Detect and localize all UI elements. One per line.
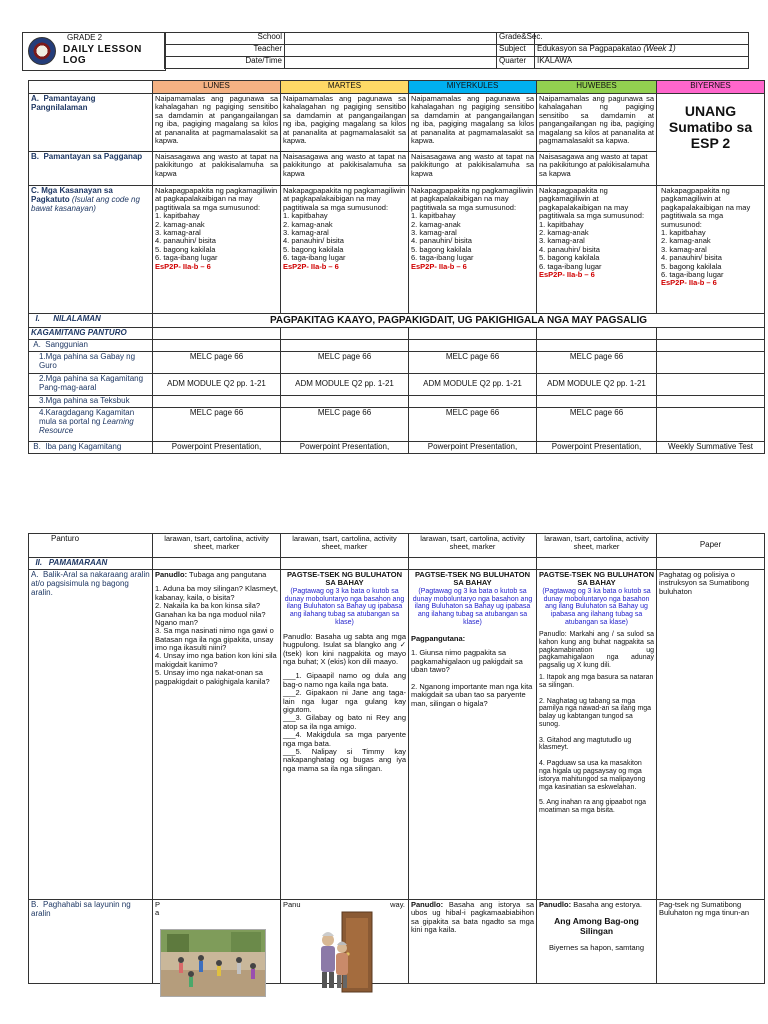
panturo-huwebes: larawan, tsart, cartolina, activity sheet, marker — [537, 534, 657, 558]
row-label-text: PAMAMARAAN — [48, 558, 108, 567]
b-iba-lunes: Powerpoint Presentation, — [153, 442, 281, 454]
grade-sec-field[interactable] — [535, 33, 749, 45]
tsek-note: (Pagtawag og 3 ka bata o kutob sa dunay moboluntaryo nga basahon ang ilang Buluhaton sa Bahay ug ipabasa ang ilahang tubag sa atubangan sa klase) — [412, 587, 533, 627]
day-header-biyernes: BIYERNES — [657, 81, 765, 94]
teacher-label: Teacher — [165, 45, 285, 57]
empty-cell — [409, 340, 537, 352]
tsek-title: PAGTSE-TSEK NG BULUHATON SA BAHAY — [539, 569, 655, 588]
c-items: 1. kapitbahay 2. kamag-anak 3. kamag-aral 4. panauhin/ bisita 5. bagong kakilala 6. taga-ibang lugar — [155, 211, 218, 263]
grade-label: GRADE 2 — [67, 33, 103, 42]
subject-field[interactable] — [535, 45, 749, 57]
c-lunes — [153, 186, 281, 314]
subject-week: (Week 1) — [643, 44, 676, 53]
panturo-lunes: larawan, tsart, cartolina, activity sheet, marker — [153, 534, 281, 558]
row-label-text: Balik-Aral sa nakaraang aralin at/o pagsisimula ng bagong aralin. — [31, 569, 150, 597]
row-label-text: 4.Karagdagang Kagamitan mula sa portal ng — [39, 408, 135, 426]
martes-b-right: way. — [390, 899, 405, 909]
b-iba-martes: Powerpoint Presentation, — [281, 442, 409, 454]
c-items: 1. kapitbahay 2. kamag-anak 3. kamag-aral 4. panauhin/ bisita 5. bagong kakilala 6. taga-ibang lugar — [539, 219, 602, 271]
empty-cell — [281, 396, 409, 408]
row-letter: A. — [31, 569, 39, 579]
row-letter: B. — [33, 442, 41, 452]
b-martes: Naisasagawa ang wasto at tapat na pakikitungo at pakikisalamuha sa kapwa — [281, 152, 409, 186]
c-intro: Nakapagpapakita ng pagkamagiliwin at pagkapalakaibigan na may pagtitiwala sa mga sumusunod: — [539, 186, 645, 221]
day-header-blank — [29, 81, 153, 94]
biyernes-divider — [656, 185, 764, 186]
row-label-kagamitan: KAGAMITANG PANTURO — [29, 328, 153, 340]
balik-aral-huwebes — [537, 569, 657, 899]
empty-cell — [281, 328, 409, 340]
deped-seal-icon — [28, 37, 56, 65]
visitors-at-door-illustration — [312, 910, 376, 998]
row-label-text: Sanggunian — [45, 340, 88, 350]
a-lunes: Naipamamalas ang pagunawa sa kahalagahan ng pagiging sensitibo sa damdamin at pangangailangan ng iba, pagiging magalang sa kilos at pananalita at pagmamalasakit sa kapwa. — [153, 94, 281, 152]
balik-aral-biyernes: Paghatag og polisiya o instruksyon sa Sumatibong buluhaton — [657, 569, 765, 899]
empty-cell — [153, 328, 281, 340]
row-label-text: Paghahabi sa layunin ng aralin — [31, 899, 131, 918]
lesson-table-page2 — [28, 533, 765, 984]
empty-cell — [657, 408, 765, 442]
panudlo-text: Tubaga ang pangutana — [189, 569, 267, 579]
empty-cell — [281, 558, 409, 570]
header-logo-block — [22, 32, 166, 71]
row-label-teksbuk: 3.Mga pahina sa Teksbuk — [29, 396, 153, 408]
row-label-text: Pamantayan sa Pagganap — [43, 152, 143, 161]
huw-panudlo: Panudlo: Markahi ang / sa sulod sa kahon kung ang buhat nagpakita sa pagkamabination ug pagkamahigalaon nga adunay pagsalig ug X kung dili. — [539, 630, 654, 670]
r2-lunes: ADM MODULE Q2 pp. 1-21 — [153, 374, 281, 396]
tsek-note: (Pagtawag og 3 ka bata o kutob sa dunay moboluntaryo nga basahon ang ilang Buluhaton sa Bahay ug ipabasa ang ilahang tubag sa atubangan sa klase) — [284, 587, 405, 627]
panudlo-label: Panudlo: — [411, 899, 444, 909]
empty-cell — [409, 328, 537, 340]
c-huwebes — [537, 186, 657, 314]
c-code: EsP2P- IIa-b – 6 — [155, 261, 211, 271]
school-label: School — [165, 33, 285, 45]
c-intro: Nakapagpapakita ng pagkamagiliwin at pagkapalakaibigan na may pagtitiwala sa mga sumusunod: — [283, 186, 406, 212]
dll-title: DAILY LESSON LOG — [63, 44, 142, 66]
quarter-field[interactable]: IKALAWA — [535, 57, 749, 69]
c-code: EsP2P- IIa-b – 6 — [411, 261, 467, 271]
c-intro: Nakapagpapakita ng pagkamagiliwin at pagkapalakaibigan na may pagtitiwala sa mga sumusunod: — [661, 186, 751, 229]
b-miyerkules: Naisasagawa ang wasto at tapat na pakikitungo at pakikisalamuha sa kapwa — [409, 152, 537, 186]
header-info-table — [164, 32, 749, 69]
row-num: I. — [35, 314, 40, 323]
empty-cell — [657, 328, 765, 340]
lunes-b-fragment: a — [155, 908, 160, 918]
row-label-text: NILALAMAN — [53, 314, 101, 323]
panudlo-label: Panudlo: — [539, 899, 572, 909]
b-huwebes: Naisasagawa ang wasto at tapat na pakikitungo at pakikisalamuha sa kapwa — [537, 152, 657, 186]
row-label-note: (Isulat ang code ng bawat kasanayan) — [31, 194, 140, 213]
row-label-karagdagang — [29, 408, 153, 442]
r1-lunes: MELC page 66 — [153, 352, 281, 374]
empty-cell — [153, 396, 281, 408]
empty-cell — [537, 396, 657, 408]
children-playing-photo — [160, 929, 266, 997]
empty-cell — [409, 558, 537, 570]
c-code: EsP2P- IIa-b – 6 — [283, 261, 339, 271]
miy-questions: 1. Giunsa nimo pagpakita sa pagkamahigalaon ug pakigdait sa uban tawo? 2. Nganong importante man nga kita makigdait sa uban tao sa paryente man, silingan o higala? — [411, 648, 533, 708]
c-miyerkules — [409, 186, 537, 314]
martes-b-left: Panu — [283, 899, 301, 909]
row-letter: C. — [31, 186, 39, 195]
paghahabi-miyerkules — [409, 899, 537, 983]
lunes-questions: 1. Aduna ba moy silingan? Klasmeyt, kabanay, kaila, o bisita? 2. Nakaila ka ba kon kinsa sila? Ganahan ka ba nga moduol nila? Ngano man? 3. Sa mga nasinati nimo nga gawi o Batasan nga ila nga gipakita, unsay imo nga ikasulti niini? 4. Unsay imo nga bation kon kini sila makigdait kanimo? 5. Unsay imo nga nakat-onan sa pagpakigdait o pakighigala kanila? — [155, 584, 278, 686]
tsek-note: (Pagtawag og 3 ka bata o kutob sa dunay moboluntaryo nga basahon ang ilang Buluhaton sa Bahay ug ipabasa ang ilahang tubag sa atubangan sa klase) — [542, 587, 651, 627]
huw-b-text: Basaha ang estorya. — [573, 899, 642, 909]
row-letter: B. — [31, 899, 39, 909]
empty-cell — [657, 374, 765, 396]
c-intro: Nakapagpapakita ng pagkamagiliwin at pagkapalakaibigan na may pagtitiwala sa mga sumusunod: — [155, 186, 278, 212]
row-label-gabay-guro: 1.Mga pahina sa Gabay ng Guro — [29, 352, 153, 374]
empty-cell — [537, 328, 657, 340]
c-items: 1. kapitbahay 2. kamag-anak 3. kamag-aral 4. panauhin/ bisita 5. bagong kakilala 6. taga-ibang lugar — [411, 211, 474, 263]
empty-cell — [153, 558, 281, 570]
c-code: EsP2P- IIa-b – 6 — [661, 278, 717, 288]
b-iba-biyernes: Weekly Summative Test — [657, 442, 765, 454]
row-label-nilalaman — [29, 314, 153, 328]
row-letter: A. — [31, 94, 39, 103]
empty-cell — [409, 396, 537, 408]
huw-items: 1. Itapok ang mga basura sa nataran sa silingan. 2. Naghatag ug tabang sa mga pamilya nga nawad-an sa ilang mga balay ug kabtangan tungod sa sunog. 3. Gitahod ang magtutudlo ug klasmeyt. 4. Pagduaw sa usa ka masakiton nga higala ug pagsaysay og mga istorya mahitungod sa malipayong mga kasinatian sa eskwelahan. 5. Ang inahan ra ang gipaabot nga moatiman sa mga bisita. — [539, 674, 654, 815]
row-label-pamamaraan — [29, 558, 153, 570]
nilalaman-content: PAGPAKITAG KAAYO, PAGPAKIGDAIT, UG PAKIGHIGALA NGA MAY PAGSALIG — [153, 314, 765, 328]
panudlo-label: Panudlo: — [155, 569, 188, 579]
row-letter: A. — [33, 340, 41, 350]
lesson-table-page1 — [28, 80, 765, 454]
balik-aral-martes — [281, 569, 409, 899]
tsek-title: PAGTSE-TSEK NG BULUHATON SA BAHAY — [414, 569, 530, 588]
paghahabi-biyernes: Pag-tsek ng Sumatibong Buluhaton ng mga tinun-an — [657, 899, 765, 983]
row-label-panturo: Panturo — [29, 534, 153, 558]
empty-cell — [281, 340, 409, 352]
r2-martes: ADM MODULE Q2 pp. 1-21 — [281, 374, 409, 396]
row-label-text: Pamantayang Pangnilalaman — [31, 94, 96, 112]
datetime-field[interactable] — [285, 57, 497, 69]
row-label-iba-pang-kagamitan — [29, 442, 153, 454]
a-huwebes: Naipamamalas ang pagunawa sa kahalagahan ng pagiging sensitibo sa damdamin at pangangailangan ng iba, pagiging magalang sa kilos at pananalita at pagmamalasakit sa kapwa. — [537, 94, 657, 152]
r4-lunes: MELC page 66 — [153, 408, 281, 442]
balik-aral-miyerkules — [409, 569, 537, 899]
row-label-italic: Learning Resource — [39, 417, 134, 435]
empty-cell — [153, 340, 281, 352]
day-header-martes: MARTES — [281, 81, 409, 94]
c-items: 1. kapitbahay 2. kamag-anak 3. kamag-aral 4. panauhin/ bisita 5. bagong kakilala 6. taga-ibang lugar — [283, 211, 346, 263]
c-martes — [281, 186, 409, 314]
balik-aral-lunes — [153, 569, 281, 899]
r1-miyerkules: MELC page 66 — [409, 352, 537, 374]
row-label-balik-aral — [29, 569, 153, 899]
datetime-label: Date/Time — [165, 57, 285, 69]
miy-pagpangutana: Pagpangutana: — [411, 633, 466, 643]
b-iba-huwebes: Powerpoint Presentation, — [537, 442, 657, 454]
subject-value: Edukasyon sa Pagpapakatao — [537, 44, 642, 53]
day-header-miyerkules: MIYERKULES — [409, 81, 537, 94]
row-label-kasanayan — [29, 186, 153, 314]
empty-cell — [657, 558, 765, 570]
tsek-title: PAGTSE-TSEK NG BULUHATON SA BAHAY — [286, 569, 402, 588]
r4-martes: MELC page 66 — [281, 408, 409, 442]
row-letter: B. — [31, 152, 39, 161]
panturo-miyerkules: larawan, tsart, cartolina, activity sheet, marker — [409, 534, 537, 558]
school-field[interactable] — [285, 33, 497, 45]
empty-cell — [537, 340, 657, 352]
b-lunes: Naisasagawa ang wasto at tapat na pakikitungo at pakikisalamuha sa kapwa — [153, 152, 281, 186]
row-label-kagamitang-mag-aaral: 2.Mga pahina sa Kagamitang Pang-mag-aaral — [29, 374, 153, 396]
biyernes-summative: UNANG Sumatibo sa ESP 2 — [668, 103, 753, 152]
teacher-field[interactable] — [285, 45, 497, 57]
c-biyernes — [661, 187, 761, 288]
r2-huwebes: ADM MODULE Q2 pp. 1-21 — [537, 374, 657, 396]
empty-cell — [657, 396, 765, 408]
row-label-pamantayang-pangnilalaman — [29, 94, 153, 152]
martes-panudlo: Panudlo: Basaha ug sabta ang mga hugpulong. Isulat sa blangko ang ✓ (tsek) kon kini nagpakita og mayo nga buhat; X (ekis) kon dili maayo. — [283, 631, 406, 667]
lunes-b-fragment: P — [155, 899, 161, 909]
empty-cell — [657, 352, 765, 374]
row-label-paghahabi — [29, 899, 153, 983]
r2-miyerkules: ADM MODULE Q2 pp. 1-21 — [409, 374, 537, 396]
r4-miyerkules: MELC page 66 — [409, 408, 537, 442]
story-start: Biyernes sa hapon, samtang — [548, 943, 645, 953]
row-label-text: Mga Kasanayan sa Pagkatuto — [31, 186, 113, 204]
day-header-lunes: LUNES — [153, 81, 281, 94]
grade-sec-label: Grade&Sec. — [497, 33, 535, 45]
paghahabi-huwebes — [537, 899, 657, 983]
day-header-huwebes: HUWEBES — [537, 81, 657, 94]
panturo-biyernes: Paper — [657, 534, 765, 558]
row-label-sanggunian — [29, 340, 153, 352]
empty-cell — [657, 340, 765, 352]
c-code: EsP2P- IIa-b – 6 — [539, 269, 595, 279]
panturo-martes: larawan, tsart, cartolina, activity sheet, marker — [281, 534, 409, 558]
r1-huwebes: MELC page 66 — [537, 352, 657, 374]
quarter-label: Quarter — [497, 57, 535, 69]
martes-items: ___1. Gipaapil namo og dula ang bag-o namo nga kaila nga bata. ___2. Gipakaon ni Jane ang taga-lain nga lugar nga gulang kay gigutom. ___3. Gilabay og bato ni Rey ang atop sa ila nga amigo. ___4. Makigdula sa mga paryente nga mga bata. ___5. Nalipay si Timmy kay nakapanghatag og bugas ang iya nga mama sa ila nga silingan. — [283, 671, 406, 773]
story-title: Ang Among Bag-ong Silingan — [554, 916, 639, 936]
miy-b-text: Basaha ang istorya sa ubos ug hibal-i pagkamaabiabihon sa gipakita sa bata ngadto sa mga kini nga kaila. — [411, 899, 534, 935]
a-martes: Naipamamalas ang pagunawa sa kahalagahan ng pagiging sensitibo sa damdamin at pangangailangan ng iba, pagiging magalang sa kilos at pananalita at pagmamalasakit sa kapwa. — [281, 94, 409, 152]
row-label-pamantayan-sa-pagganap — [29, 152, 153, 186]
empty-cell — [537, 558, 657, 570]
row-label-text: Iba pang Kagamitang — [45, 442, 122, 452]
c-intro: Nakapagpapakita ng pagkamagiliwin at pagkapalakaibigan na may pagtitiwala sa mga sumusunod: — [411, 186, 534, 212]
a-miyerkules: Naipamamalas ang pagunawa sa kahalagahan ng pagiging sensitibo sa damdamin at pangangailangan ng iba, pagiging magalang sa kilos at pananalita at pagmamalasakit sa kapwa. — [409, 94, 537, 152]
r1-martes: MELC page 66 — [281, 352, 409, 374]
b-iba-miyerkules: Powerpoint Presentation, — [409, 442, 537, 454]
r4-huwebes: MELC page 66 — [537, 408, 657, 442]
c-items: 1. kapitbahay 2. kamag-anak 3. kamag-aral 4. panauhin/ bisita 5. bagong kakilala 6. taga-ibang lugar — [661, 227, 724, 279]
subject-label: Subject — [497, 45, 535, 57]
row-num: II. — [35, 558, 43, 567]
